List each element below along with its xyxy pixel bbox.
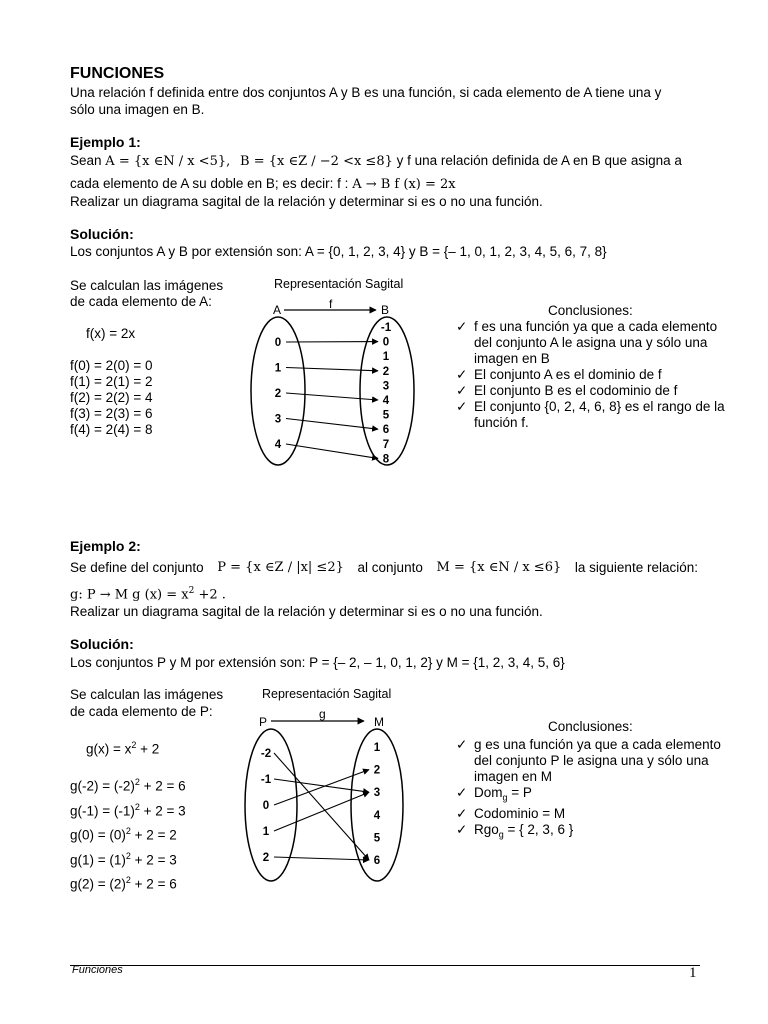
sagittal-title-2: Representación Sagital	[262, 687, 392, 701]
right-set-element: 1	[373, 742, 381, 754]
evaluation: $g(1) = (1)^2 + 2 = 3$	[70, 850, 177, 867]
set-label-m: M	[374, 715, 384, 729]
footer-rule	[70, 965, 700, 966]
example-1-statement-line-2	[70, 175, 456, 193]
evaluation: $g(2) = (2)^2 + 2 = 6$	[70, 875, 177, 892]
right-set-element: 5	[373, 832, 381, 845]
evaluation: $g(-2) = (-2)^2 + 2 = 6$	[70, 777, 186, 794]
set-m-definition: M = {x ∈N / x ≤6}	[436, 560, 562, 575]
right-set-element: 0	[382, 336, 390, 349]
right-set-element: 5	[382, 409, 390, 422]
example-2-function-definition: g: P → M g $(x) = x^2 +2$ .	[70, 586, 226, 603]
left-set-element: -1	[260, 774, 272, 786]
evaluation: f(1) = 2(1) = 2	[70, 374, 153, 389]
evaluation: f(2) = 2(2) = 4	[70, 390, 153, 405]
example-1-formula: f(x) = 2x	[86, 326, 136, 341]
example-2-statement-line-1	[70, 559, 698, 576]
example-2-evaluations	[70, 772, 186, 895]
right-set-element: 3	[373, 787, 381, 800]
evaluation: $g(0) = (0)^2 + 2 = 2$	[70, 826, 177, 843]
example-2-extension: Los conjuntos P y M por extensión son: P = {– 2, – 1, 0, 1, 2} y M = {1, 2, 3, 4, 5, 6}	[70, 655, 565, 670]
left-set-element: -2	[260, 748, 272, 760]
mapping-arrow	[274, 770, 369, 805]
checkmark-icon: ✓	[456, 367, 468, 382]
left-set-element: 1	[274, 362, 282, 375]
checkmark-icon: ✓	[456, 805, 468, 821]
right-set-element: 7	[382, 438, 390, 451]
conclusion-item: ✓ Codominio = M	[456, 805, 566, 821]
set-label-p: P	[259, 715, 268, 729]
left-set-element: 4	[274, 439, 282, 451]
function-map: A → B f (x) = 2x	[352, 177, 456, 192]
right-set-element: 6	[373, 855, 381, 867]
mapping-arrow	[286, 444, 378, 458]
example-1-heading: Ejemplo 1:	[70, 134, 141, 150]
checkmark-icon: ✓	[456, 737, 468, 752]
set-a-definition: A = {x ∈N / x <5},	[105, 154, 231, 169]
conclusion-item: ✓ Dom$_g$ = P	[456, 785, 532, 803]
conclusion-item: ✓ Rgo$_g$ = { 2, 3, 6 }	[456, 821, 574, 840]
right-set-element: 8	[382, 453, 390, 466]
left-set-element: 3	[274, 413, 282, 426]
set-b-definition: B = {x ∈Z / −2 <x ≤8}	[240, 154, 393, 169]
mapping-arrow	[274, 779, 369, 792]
example-2-conclusions	[456, 737, 738, 842]
right-set-element: -1	[380, 322, 392, 334]
set-p-definition: P = {x ∈Z / |x| ≤2}	[217, 560, 344, 575]
checkmark-icon: ✓	[456, 383, 468, 398]
example-1-task: Realizar un diagrama sagital de la relación y determinar si es o no una función.	[70, 194, 543, 209]
function-label-f: f	[329, 297, 333, 311]
evaluation: f(4) = 2(4) = 8	[70, 422, 153, 437]
doble-text: cada elemento de A su doble en B; es decir: f :	[70, 176, 349, 191]
set-label-b: B	[381, 303, 390, 317]
example-1-calc-line-1: Se calculan las imágenes	[70, 278, 224, 293]
checkmark-icon: ✓	[456, 785, 468, 800]
relation-tail-text: la siguiente relación:	[574, 560, 698, 575]
example-2-task: Realizar un diagrama sagital de la relación y determinar si es o no una función.	[70, 604, 543, 619]
evaluation: f(3) = 2(3) = 6	[70, 406, 153, 421]
right-set-element: 2	[373, 764, 381, 777]
conclusion-item: ✓ El conjunto {0, 2, 4, 6, 8} es el rango de la función f.	[456, 399, 725, 430]
conclusion-item: ✓ f es una función ya que a cada elemento del conjunto A le asigna una y sólo una imagen en B	[456, 319, 718, 366]
example-2-solution-heading: Solución:	[70, 636, 134, 652]
checkmark-icon: ✓	[456, 319, 468, 334]
intro-line-2: sólo una imagen en B.	[70, 102, 205, 117]
right-set-element: 4	[382, 395, 390, 407]
mapping-arrow	[286, 393, 378, 400]
conclusion-item: ✓ El conjunto B es el codominio de f	[456, 383, 678, 398]
sagittal-diagram-2	[240, 705, 440, 885]
right-set-element: 6	[382, 424, 390, 437]
footer-label: Funciones	[72, 964, 123, 976]
example-1-conclusions	[456, 319, 738, 431]
se-define-text: Se define del conjunto	[70, 560, 204, 575]
example-1-solution-heading: Solución:	[70, 226, 134, 242]
right-set-element: 4	[373, 809, 381, 822]
left-set-element: 0	[262, 800, 270, 812]
mapping-arrow	[286, 368, 378, 371]
evaluation: f(0) = 2(0) = 0	[70, 358, 153, 373]
sagittal-title-1: Representación Sagital	[274, 277, 404, 291]
mapping-arrow	[274, 792, 369, 831]
example-2-calc-line-2: de cada elemento de P:	[70, 704, 213, 719]
conclusion-item: ✓ g es una función ya que a cada elemento del conjunto P le asigna una y sólo una imagen en M	[456, 737, 721, 784]
relation-text: y f una relación definida de A en B que asigna a	[396, 153, 682, 168]
right-set-element: 3	[382, 380, 390, 393]
al-conjunto-text: al conjunto	[357, 560, 423, 575]
left-set-element: 1	[262, 826, 270, 838]
right-set-element: 1	[382, 351, 390, 364]
example-1-calc-line-2: de cada elemento de A:	[70, 294, 212, 309]
example-1-statement-line-1	[70, 152, 682, 170]
left-set-element: 2	[262, 852, 270, 864]
left-set-element: 2	[274, 388, 282, 400]
page-title: FUNCIONES	[70, 65, 165, 82]
checkmark-icon: ✓	[456, 821, 468, 837]
sean-text: Sean	[70, 153, 102, 168]
conclusion-item: ✓ El conjunto A es el dominio de f	[456, 367, 662, 382]
set-label-a: A	[273, 303, 282, 317]
right-set-element: 2	[382, 365, 390, 378]
evaluation: $g(-1) = (-1)^2 + 2 = 3$	[70, 801, 186, 818]
example-1-conclusions-title: Conclusiones:	[548, 303, 633, 318]
example-2-conclusions-title: Conclusiones:	[548, 719, 633, 734]
intro-line-1: Una relación f definida entre dos conjuntos A y B es una función, si cada elemento de A tiene una y	[70, 85, 662, 100]
checkmark-icon: ✓	[456, 399, 468, 414]
example-1-evaluations	[70, 358, 153, 438]
example-2-formula: $g(x) = x^2 + 2$	[86, 740, 160, 757]
sagittal-diagram-1	[240, 295, 440, 470]
left-set-element: 0	[274, 337, 282, 349]
mapping-arrow	[286, 419, 378, 430]
page-number: 1	[689, 965, 697, 981]
function-label-g: g	[319, 707, 326, 721]
example-1-extension: Los conjuntos A y B por extensión son: A = {0, 1, 2, 3, 4} y B = {– 1, 0, 1, 2, 3, 4, 5, 6, 7, 8}	[70, 244, 607, 259]
mapping-arrow	[274, 857, 369, 860]
example-2-calc-line-1: Se calculan las imágenes	[70, 687, 224, 702]
example-2-heading: Ejemplo 2:	[70, 538, 141, 554]
